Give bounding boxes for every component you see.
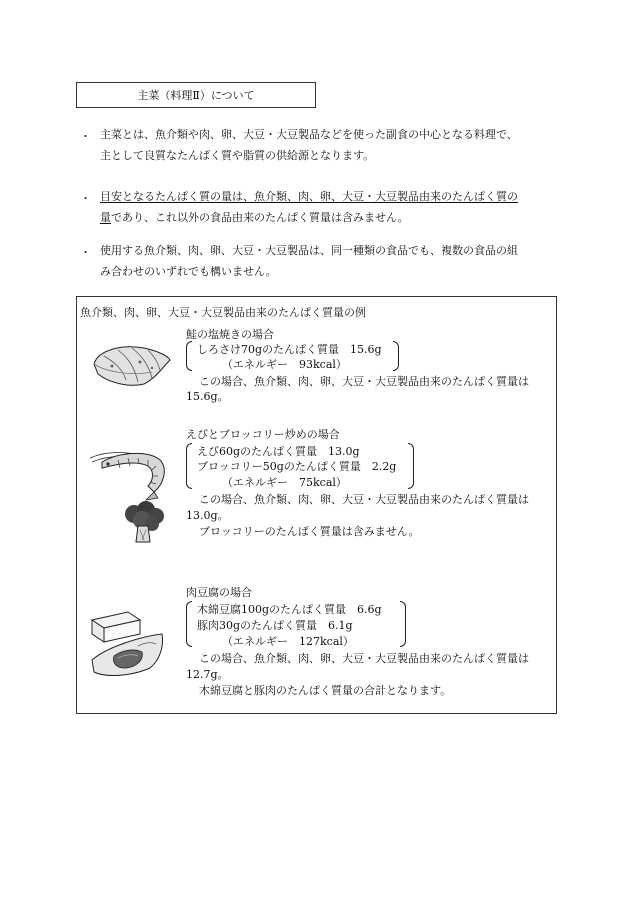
bullet-mark: ・ <box>80 130 91 143</box>
pork-protein-line: 豚肉30gのたんぱく質量 6.1g <box>197 619 353 632</box>
broccoli-illustration <box>122 500 166 546</box>
salmon-note-1: この場合、魚介類、肉、卵、大豆・大豆製品由来のたんぱく質量は <box>199 375 529 388</box>
nikudofu-note-3: 木綿豆腐と豚肉のたんぱく質量の合計となります。 <box>199 684 452 697</box>
example-name-nikudofu: 肉豆腐の場合 <box>186 586 252 599</box>
bracket-left <box>186 341 192 371</box>
bullet-line: み合わせのいずれでも構いません。 <box>100 265 277 278</box>
nikudofu-energy-line: （エネルギー 127kcal） <box>222 635 354 648</box>
broccoli-protein-line: ブロッコリー50gのたんぱく質量 2.2g <box>197 460 397 473</box>
example-name-salmon: 鮭の塩焼きの場合 <box>186 328 274 341</box>
salmon-note-2: 15.6g。 <box>186 390 229 403</box>
shrimp-energy-line: （エネルギー 75kcal） <box>222 476 347 489</box>
section-title: 主菜（料理Ⅱ）について <box>76 82 316 108</box>
bracket-right <box>400 601 406 647</box>
salmon-energy-line: （エネルギー 93kcal） <box>222 358 347 371</box>
bracket-right <box>408 443 414 489</box>
nikudofu-note-2: 12.7g。 <box>186 668 229 681</box>
shrimp-note-3: ブロッコリーのたんぱく質量は含みません。 <box>199 525 420 538</box>
bracket-left <box>186 443 192 489</box>
bullet-line-rest: であり、これ以外の食品由来のたんぱく質量は含みません。 <box>111 211 409 224</box>
tofu-protein-line: 木綿豆腐100gのたんぱく質量 6.6g <box>197 603 382 616</box>
bullet-mark: ・ <box>80 246 91 259</box>
shrimp-note-2: 13.0g。 <box>186 509 229 522</box>
shrimp-note-1: この場合、魚介類、肉、卵、大豆・大豆製品由来のたんぱく質量は <box>199 493 529 506</box>
bullet-line: 主として良質なたんぱく質や脂質の供給源となります。 <box>100 149 375 162</box>
bracket-left <box>186 601 192 647</box>
underlined-text: 量 <box>100 211 111 224</box>
bullet-mark: ・ <box>80 192 91 205</box>
shrimp-illustration <box>88 444 178 504</box>
bracket-right <box>393 341 399 371</box>
bullet-line <box>100 207 560 228</box>
salmon-illustration <box>92 342 172 388</box>
example-name-shrimp: えびとブロッコリー炒めの場合 <box>186 428 340 441</box>
shrimp-protein-line: えび60gのたんぱく質量 13.0g <box>197 445 360 458</box>
nikudofu-note-1: この場合、魚介類、肉、卵、大豆・大豆製品由来のたんぱく質量は <box>199 652 529 665</box>
bullet-text-2 <box>100 186 560 228</box>
bullet-line: 使用する魚介類、肉、卵、大豆・大豆製品は、同一種類の食品でも、複数の食品の組 <box>100 244 518 257</box>
nikudofu-illustration <box>88 606 170 686</box>
bullet-text-3 <box>100 240 560 282</box>
bullet-text-1 <box>100 124 560 166</box>
bullet-line: 主菜とは、魚介類や肉、卵、大豆・大豆製品などを使った副食の中心となる料理で、 <box>100 128 518 141</box>
example-heading: 魚介類、肉、卵、大豆・大豆製品由来のたんぱく質量の例 <box>80 306 366 319</box>
bullet-line: 目安となるたんぱく質の量は、魚介類、肉、卵、大豆・大豆製品由来のたんぱく質の <box>100 190 518 203</box>
salmon-protein-line: しろさけ70gのたんぱく質量 15.6g <box>197 343 382 356</box>
